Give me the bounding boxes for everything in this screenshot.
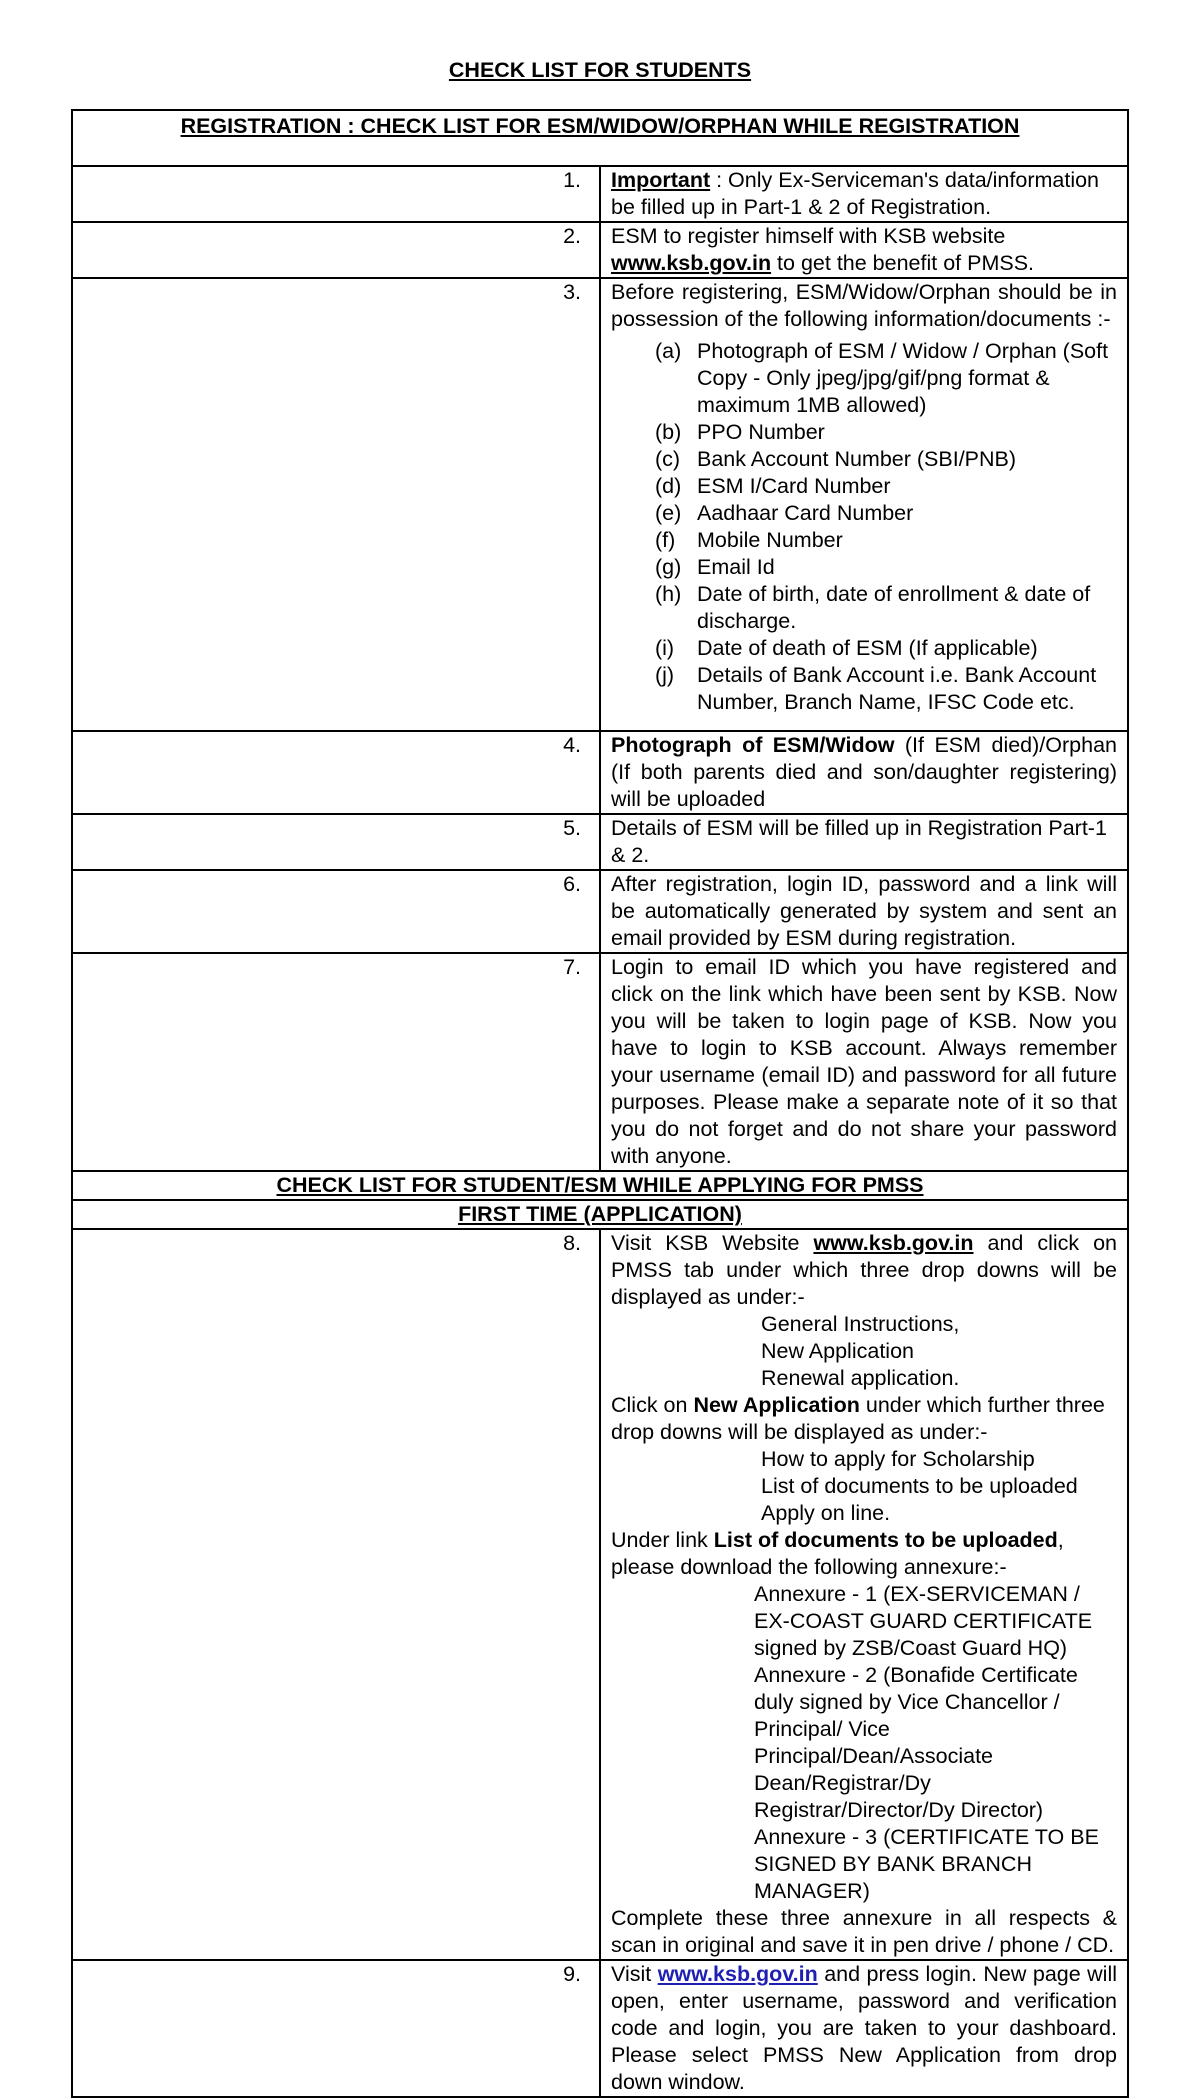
new-application-item: How to apply for Scholarship	[761, 1447, 1035, 1471]
item-register-website	[600, 222, 1128, 278]
list-item-letter: (a)	[655, 339, 682, 363]
row-number: 1.	[72, 166, 600, 222]
list-item-letter: (g)	[655, 555, 682, 579]
item-visit-ksb	[600, 1229, 1128, 1960]
ksb-website-link[interactable]: www.ksb.gov.in	[657, 1962, 818, 1986]
list-item-letter: (e)	[655, 501, 682, 525]
list-item-letter: (d)	[655, 474, 682, 498]
item-bold-text: Photograph of ESM/Widow	[611, 733, 895, 757]
item-text	[611, 1527, 1117, 1581]
list-item	[611, 581, 1117, 635]
item-text: to get the benefit of PMSS.	[771, 251, 1035, 275]
ksb-website-link[interactable]: www.ksb.gov.in	[813, 1231, 974, 1255]
item-photograph	[600, 731, 1128, 814]
table-row	[72, 1229, 1128, 1960]
list-item	[611, 554, 1117, 581]
list-item	[611, 419, 1117, 446]
important-label: Important	[611, 168, 711, 192]
list-item-letter: (i)	[655, 636, 675, 660]
application-header-row	[72, 1200, 1128, 1229]
ksb-website-link[interactable]: www.ksb.gov.in	[611, 251, 772, 275]
list-item-letter: (h)	[655, 582, 682, 606]
row-number: 9.	[72, 1960, 600, 2097]
row-number: 5.	[72, 814, 600, 870]
list-item-text: Details of Bank Account i.e. Bank Account Number, Branch Name, IFSC Code etc.	[697, 663, 1097, 714]
item-bold-text: New Application	[693, 1393, 860, 1417]
item-text: Under link	[611, 1528, 714, 1552]
table-row	[72, 814, 1128, 870]
list-item-letter: (b)	[655, 420, 682, 444]
item-details: Details of ESM will be filled up in Registration Part-1 & 2.	[600, 814, 1128, 870]
item-login-email: Login to email ID which you have registered and click on the link which have been sent by KSB. Now you will be taken to login page of KSB. Now you have to login to KSB account. Always remember your username (email ID) and password for all future purposes. Please make a separate note of it so that you do not forget and do not share your password with anyone.	[600, 953, 1128, 1171]
new-application-list	[611, 1446, 1117, 1527]
table-row	[72, 166, 1128, 222]
document-title: CHECK LIST FOR STUDENTS	[448, 58, 752, 82]
dropdown-item: Renewal application.	[761, 1366, 960, 1390]
annexure-list	[611, 1581, 1117, 1905]
pmss-dropdowns-list	[611, 1311, 1117, 1392]
application-header	[72, 1171, 1128, 1200]
application-header-row	[72, 1171, 1128, 1200]
row-number: 8.	[72, 1229, 600, 1960]
annexure-item: Annexure - 1 (EX-SERVICEMAN / EX-COAST GUARD CERTIFICATE signed by ZSB/Coast Guard HQ)	[754, 1582, 1093, 1660]
list-item	[611, 338, 1117, 419]
list-item-text: Bank Account Number (SBI/PNB)	[697, 447, 1017, 471]
item-text: Before registering, ESM/Widow/Orphan should be in possession of the following information/documents :-	[611, 280, 1117, 331]
list-item-text: ESM I/Card Number	[697, 474, 891, 498]
annexure-item: Annexure - 3 (CERTIFICATE TO BE SIGNED BY BANK BRANCH MANAGER)	[754, 1825, 1099, 1903]
application-header-line1: CHECK LIST FOR STUDENT/ESM WHILE APPLYING FOR PMSS	[276, 1173, 924, 1197]
row-number: 6.	[72, 870, 600, 953]
list-item-text: PPO Number	[697, 420, 825, 444]
list-item-text: Aadhaar Card Number	[697, 501, 914, 525]
documents-list	[611, 338, 1117, 716]
table-row	[72, 953, 1128, 1171]
list-item-letter: (f)	[655, 528, 676, 552]
row-number: 7.	[72, 953, 600, 1171]
item-text: : Only Ex-Serviceman's data/information be filled up in Part-1 & 2 of Registration.	[611, 168, 1100, 219]
item-text: ESM to register himself with KSB website	[611, 224, 1006, 248]
table-row	[72, 222, 1128, 278]
item-text	[611, 1230, 1117, 1311]
list-item-text: Mobile Number	[697, 528, 843, 552]
list-item	[611, 635, 1117, 662]
list-item-text: Date of birth, date of enrollment & date of discharge.	[697, 582, 1091, 633]
item-visit-login	[600, 1960, 1128, 2097]
item-text: Visit KSB Website	[611, 1231, 814, 1255]
list-item	[611, 446, 1117, 473]
item-after-registration: After registration, login ID, password and a link will be automatically generated by system and sent an email provided by ESM during registration.	[600, 870, 1128, 953]
item-text: and click on PMSS tab under which three drop downs will be displayed as under:-	[611, 1231, 1118, 1309]
annexure-item: Annexure - 2 (Bonafide Certificate duly signed by Vice Chancellor / Principal/ Vice Principal/Dean/Associate Dean/Registrar/Dy Registrar/Director/Dy Director)	[754, 1663, 1078, 1822]
item-text: under which further three drop downs will be displayed as under:-	[611, 1393, 1105, 1444]
item-text: , please download the following annexure:-	[611, 1528, 1064, 1579]
item-text: and press login. New page will open, enter username, password and verification code and login, you are taken to your dashboard. Please select PMSS New Application from drop down window.	[611, 1962, 1117, 2094]
list-item	[611, 500, 1117, 527]
registration-header-row	[72, 110, 1128, 166]
list-item-text: Email Id	[697, 555, 775, 579]
new-application-item: List of documents to be uploaded	[761, 1474, 1078, 1498]
list-item	[611, 527, 1117, 554]
list-item	[611, 662, 1117, 716]
item-text	[611, 1392, 1117, 1446]
dropdown-item: General Instructions,	[761, 1312, 960, 1336]
registration-header: REGISTRATION : CHECK LIST FOR ESM/WIDOW/ORPHAN WHILE REGISTRATION	[72, 110, 1128, 166]
item-text: Complete these three annexure in all respects & scan in original and save it in pen drive / phone / CD.	[611, 1906, 1117, 1957]
row-number: 3.	[72, 278, 600, 731]
row-number: 4.	[72, 731, 600, 814]
item-text: Click on	[611, 1393, 694, 1417]
table-row	[72, 278, 1128, 731]
application-header-line2: FIRST TIME (APPLICATION)	[458, 1202, 742, 1226]
dropdown-item: New Application	[761, 1339, 914, 1363]
item-bold-text: List of documents to be uploaded	[713, 1528, 1058, 1552]
list-item-letter: (c)	[655, 447, 681, 471]
row-number: 2.	[72, 222, 600, 278]
table-row	[72, 1960, 1128, 2097]
list-item	[611, 473, 1117, 500]
new-application-item: Apply on line.	[761, 1501, 891, 1525]
list-item-letter: (j)	[655, 663, 675, 687]
list-item-text: Date of death of ESM (If applicable)	[697, 636, 1038, 660]
spacer	[611, 716, 1117, 730]
item-text: Visit	[611, 1962, 658, 1986]
application-header	[72, 1200, 1128, 1229]
table-row	[72, 870, 1128, 953]
item-important	[600, 166, 1128, 222]
item-text: (If ESM died)/Orphan (If both parents died and son/daughter registering) will be uploaded	[611, 733, 1117, 811]
table-row	[72, 731, 1128, 814]
item-documents-required	[600, 278, 1128, 731]
list-item-text: Photograph of ESM / Widow / Orphan (Soft Copy - Only jpeg/jpg/gif/png format & maximum 1MB allowed)	[697, 339, 1109, 417]
checklist-table	[71, 109, 1129, 2098]
